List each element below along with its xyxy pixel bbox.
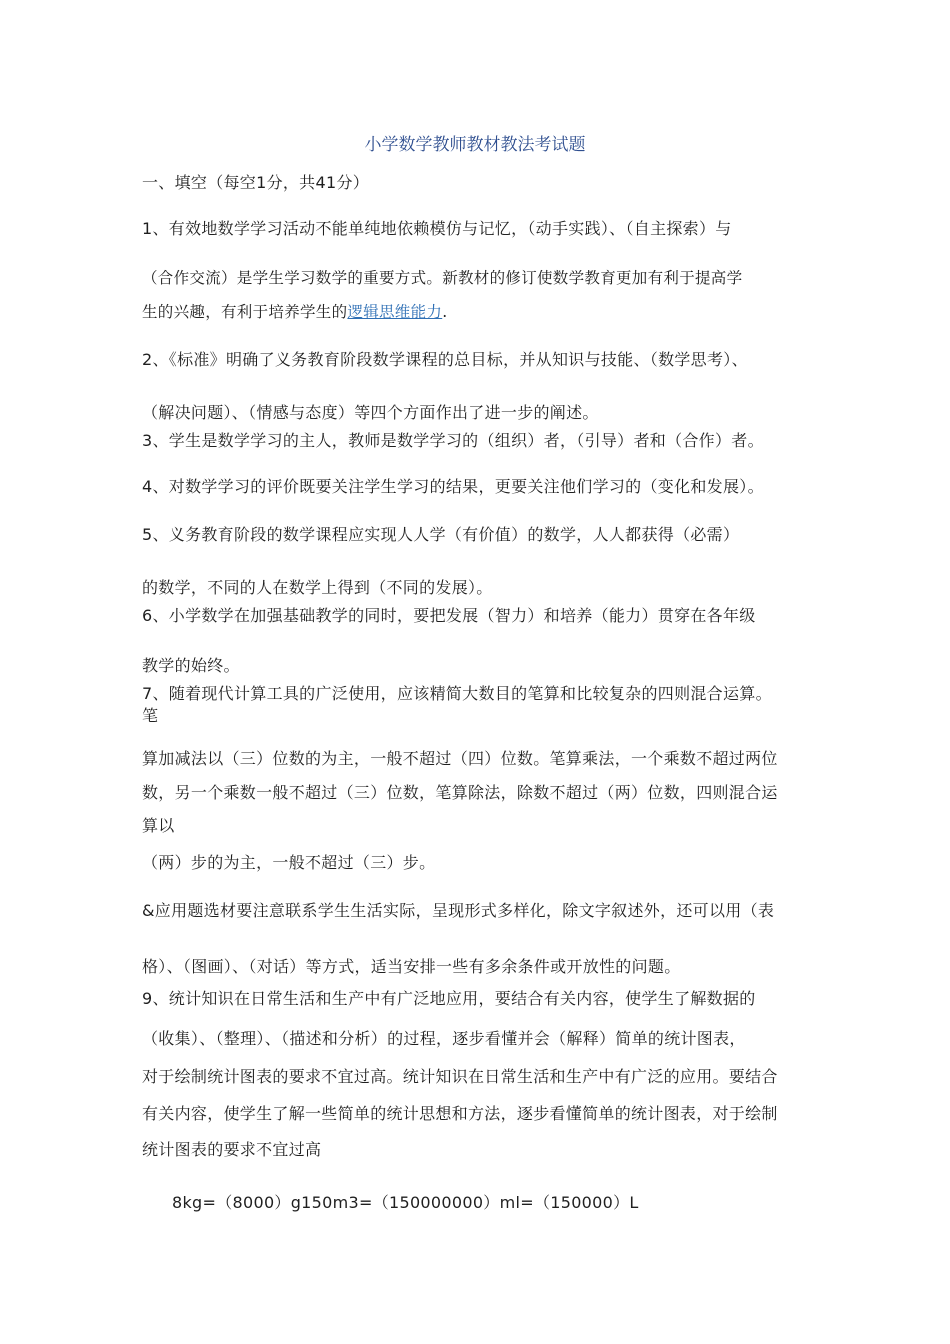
- q1-line-3: [142, 302, 447, 322]
- q6-line-1: 6、小学数学在加强基础教学的同时，要把发展（智力）和培养（能力）贯穿在各年级: [142, 606, 756, 625]
- q7-line-1b: 笔: [142, 706, 159, 725]
- q1-line-2: （合作交流）是学生学习数学的重要方式。新教材的修订使数学教育更加有利于提高学: [142, 269, 743, 287]
- q2-line-1: 2、《标准》明确了义务教育阶段数学课程的总目标，并从知识与技能、（数学思考）、: [142, 350, 748, 369]
- q7-line-2: 算加减法以（三）位数的为主，一般不超过（四）位数。笔算乘法，一个乘数不超过两位: [142, 749, 778, 768]
- q5-line-2: 的数学，不同的人在数学上得到（不同的发展）。: [142, 578, 493, 597]
- q9-line-2: （收集）、（整理）、（描述和分析）的过程，逐步看懂并会（解释）简单的统计图表，: [142, 1029, 746, 1048]
- q9-line-5: 统计图表的要求不宜过高: [142, 1140, 322, 1159]
- q9-line-4: 有关内容，使学生了解一些简单的统计思想和方法，逐步看懂简单的统计图表，对于绘制: [142, 1104, 778, 1123]
- q7-line-4: 算以: [142, 816, 175, 835]
- q2-line-2: （解决问题）、（情感与态度）等四个方面作出了进一步的阐述。: [142, 403, 599, 422]
- q9-line-1: 9、统计知识在日常生活和生产中有广泛地应用，要结合有关内容，使学生了解数据的: [142, 989, 756, 1008]
- q1-line-1: 1、有效地数学学习活动不能单纯地依赖模仿与记忆，（动手实践）、（自主探索）与: [142, 219, 732, 238]
- q7-line-3: 数，另一个乘数一般不超过（三）位数，笔算除法，除数不超过（两）位数，四则混合运: [142, 783, 778, 802]
- unit-conversion-line: 8kg=（8000）g150m3=（150000000）ml=（150000）L: [172, 1193, 639, 1212]
- q7-line-1: 7、随着现代计算工具的广泛使用，应该精简大数目的笔算和比较复杂的四则混合运算。: [142, 684, 772, 703]
- page-title: 小学数学教师教材教法考试题: [364, 135, 586, 155]
- q1-line-3-text: 生的兴趣，有利于培养学生的: [142, 303, 348, 321]
- q6-line-2: 教学的始终。: [142, 656, 240, 675]
- q4-line: 4、对数学学习的评价既要关注学生学习的结果，更要关注他们学习的（变化和发展）。: [142, 477, 764, 496]
- q1-line-3-end: .: [442, 303, 448, 321]
- q8-line-1: &应用题选材要注意联系学生生活实际，呈现形式多样化，除文字叙述外，还可以用（表: [142, 901, 775, 920]
- q8-line-2: 格）、（图画）、（对话）等方式，适当安排一些有多余条件或开放性的问题。: [142, 957, 681, 976]
- q3-line: 3、学生是数学学习的主人，教师是数学学习的（组织）者，（引导）者和（合作）者。: [142, 431, 764, 450]
- q7-line-5: （两）步的为主，一般不超过（三）步。: [142, 853, 436, 872]
- q9-line-3: 对于绘制统计图表的要求不宜过高。统计知识在日常生活和生产中有广泛的应用。要结合: [142, 1067, 778, 1086]
- logic-thinking-link[interactable]: 逻辑思维能力: [347, 303, 443, 321]
- q5-line-1: 5、义务教育阶段的数学课程应实现人人学（有价值）的数学，人人都获得（必需）: [142, 525, 740, 544]
- section-heading: 一、填空（每空1分，共41分）: [142, 173, 370, 192]
